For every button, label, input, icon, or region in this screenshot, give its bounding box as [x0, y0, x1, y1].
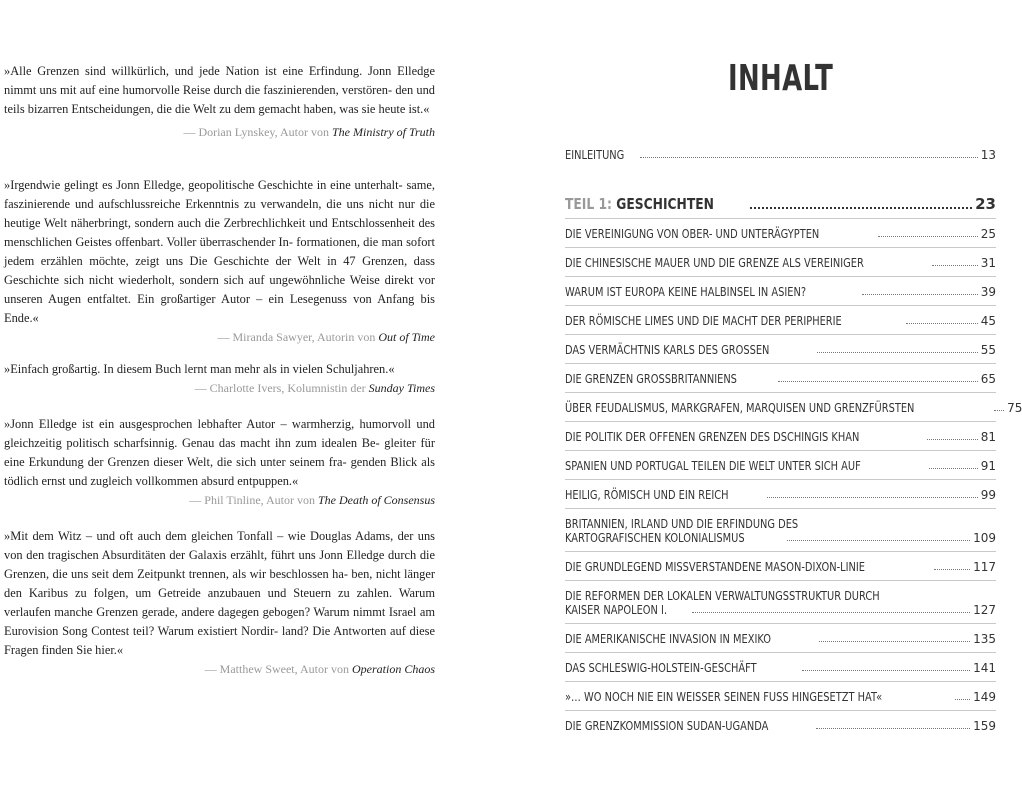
toc-entry-page: 159	[973, 719, 996, 733]
toc-entry-title: DIE GRENZEN GROSSBRITANNIENS	[565, 372, 737, 386]
toc-entry-page: 45	[980, 314, 996, 328]
toc-entry	[565, 343, 996, 357]
divider	[565, 305, 996, 306]
toc-entry-title: EINLEITUNG	[565, 148, 625, 162]
toc-leader	[819, 641, 970, 642]
divider	[565, 623, 996, 624]
toc-leader	[802, 670, 970, 671]
toc-part-title: GESCHICHTEN	[616, 195, 714, 213]
toc-leader	[878, 236, 978, 237]
toc-entry-title: DAS SCHLESWIG-HOLSTEIN-GESCHÄFT	[565, 661, 757, 675]
toc-entry-page: 117	[973, 560, 996, 574]
toc-leader	[927, 439, 978, 440]
toc-entry-title: DIE GRUNDLEGEND MISSVERSTANDENE MASON-DIXON-LINIE	[565, 560, 866, 574]
divider	[565, 334, 996, 335]
toc-part-page: 23	[975, 195, 996, 213]
divider	[565, 681, 996, 682]
toc-leader	[640, 157, 977, 158]
toc-entry-page: 99	[980, 488, 996, 502]
toc-leader	[750, 207, 973, 209]
toc-entry	[565, 401, 1022, 415]
toc-entry-page: 141	[973, 661, 996, 675]
quote-text: »Jonn Elledge ist ein ausgesprochen lebhafter Autor – warmherzig, humorvoll und gleichzeitig politisch scharfsinnig. Genau das macht ihn zum idealen Be- gleiter für eine Erkundung der Grenzen dieser Welt, die sich unter seinem fra- genden Blick als tödlich ernst und zugleich vollkommen absurd entpuppen.«	[4, 417, 435, 488]
toc-entry-page: 13	[980, 148, 996, 162]
toc-title: INHALT	[728, 58, 834, 99]
toc-entry-title: SPANIEN UND PORTUGAL TEILEN DIE WELT UNTER SICH AUF	[565, 459, 861, 473]
toc-entry-title: KARTOGRAFISCHEN KOLONIALISMUS	[565, 531, 745, 545]
toc-entry-intro	[565, 148, 996, 162]
toc-leader	[994, 410, 1004, 411]
right-page	[500, 0, 1022, 800]
toc-entry	[565, 256, 996, 270]
toc-entry-title-line1: BRITANNIEN, IRLAND UND DIE ERFINDUNG DES	[565, 517, 799, 531]
quote-attribution: — Phil Tinline, Autor von The Death of Consensus	[189, 493, 435, 507]
toc-entry-page: 65	[980, 372, 996, 386]
toc-leader	[862, 294, 978, 295]
toc-entry-page: 149	[973, 690, 996, 704]
quote-sawyer	[4, 176, 435, 347]
toc-entry-title: DIE GRENZKOMMISSION SUDAN-UGANDA	[565, 719, 769, 733]
toc-entry	[565, 459, 996, 473]
toc-entry	[565, 285, 996, 299]
divider	[565, 652, 996, 653]
toc-entry	[565, 314, 996, 328]
left-page	[0, 0, 500, 800]
toc-entry	[565, 372, 996, 386]
quote-attribution: — Charlotte Ivers, Kolumnistin der Sunday Times	[194, 381, 435, 395]
toc-entry	[565, 661, 996, 675]
quote-attribution: — Dorian Lynskey, Autor von The Ministry of Truth	[183, 125, 435, 139]
toc-entry	[565, 589, 996, 617]
toc-entry-page: 91	[980, 459, 996, 473]
toc-leader	[932, 265, 977, 266]
toc-entry-page: 135	[973, 632, 996, 646]
toc-leader	[934, 569, 970, 570]
toc-leader	[929, 468, 978, 469]
toc-entry-title: WARUM IST EUROPA KEINE HALBINSEL IN ASIEN?	[565, 285, 807, 299]
toc-entry-title-line1: DIE REFORMEN DER LOKALEN VERWALTUNGSSTRUKTUR DURCH	[565, 589, 880, 603]
divider	[565, 580, 996, 581]
divider	[565, 218, 996, 219]
toc-entry	[565, 430, 996, 444]
toc-leader	[692, 612, 970, 613]
toc-part-label: TEIL 1:	[565, 195, 612, 213]
toc-entry	[565, 488, 996, 502]
toc-leader	[787, 540, 970, 541]
quote-sweet	[4, 527, 435, 679]
divider	[565, 508, 996, 509]
toc-entry-title: DIE VEREINIGUNG VON OBER- UND UNTERÄGYPTEN	[565, 227, 820, 241]
toc-part-heading	[565, 195, 996, 213]
toc-entry-title: DER RÖMISCHE LIMES UND DIE MACHT DER PERIPHERIE	[565, 314, 842, 328]
toc-entry-title: »… WO NOCH NIE EIN WEISSER SEINEN FUSS HINGESETZT HAT«	[565, 690, 883, 704]
toc-entry-page: 109	[973, 531, 996, 545]
divider	[565, 276, 996, 277]
toc-entry	[565, 560, 996, 574]
divider	[565, 392, 996, 393]
quote-text: »Einfach großartig. In diesem Buch lernt man mehr als in vielen Schuljahren.«	[4, 362, 395, 376]
toc-leader	[767, 497, 977, 498]
toc-entry-title: HEILIG, RÖMISCH UND EIN REICH	[565, 488, 729, 502]
toc-entry-page: 31	[980, 256, 996, 270]
toc-entry-title: DAS VERMÄCHTNIS KARLS DES GROSSEN	[565, 343, 770, 357]
divider	[565, 450, 996, 451]
toc-leader	[906, 323, 978, 324]
toc-entry-page: 127	[973, 603, 996, 617]
quote-text: »Irgendwie gelingt es Jonn Elledge, geopolitische Geschichte in eine unterhalt- same, faszinierende und aufschlussreiche Erkenntnis zu verwandeln, die uns nicht nur die heutige Welt näherbringt, sondern auch die Zerbrechlichkeit und Entschlossenheit des menschlichen Geistes offenbart. Voller überraschender In- formationen, die man sofort jedem erzählen möchte, zeigt uns Die Geschichte der Welt in 47 Grenzen, dass Geschichte sich nicht wiederholt, sondern sich auf ungewöhnliche Weise direkt vor unseren Augen entfaltet. Ein großartiger Autor – ein Lesegenuss von Anfang bis Ende.«	[4, 178, 436, 325]
toc-entry	[565, 719, 996, 733]
toc-entry	[565, 690, 996, 704]
divider	[565, 421, 996, 422]
quote-text: »Mit dem Witz – und oft auch dem gleichen Tonfall – wie Douglas Adams, der uns von den tragischen Absurditäten der Galaxis erzählt, führt uns Jonn Elledge durch die Grenzen, die uns seit dem Zeitpunkt trennen, als wir beschlossen ha- ben, nicht länger den Karibus zu folgen, um Getreide anzubauen und Steuern zu zahlen. Warum verlaufen manche Grenzen gerade, andere dagegen gebogen? Warum nimmt Israel am Eurovision Song Contest teil? Warum existiert Nordir- land? Die Antworten auf diese Fragen finden Sie hier.«	[4, 529, 436, 657]
toc-leader	[817, 352, 977, 353]
toc-entry-page: 81	[980, 430, 996, 444]
divider	[565, 247, 996, 248]
divider	[565, 363, 996, 364]
toc-entry-page: 39	[980, 285, 996, 299]
toc-entry-page: 75	[1007, 401, 1022, 415]
toc-entry-title: KAISER NAPOLEON I.	[565, 603, 668, 617]
divider	[565, 710, 996, 711]
toc-leader	[816, 728, 970, 729]
quote-attribution: — Miranda Sawyer, Autorin von Out of Time	[217, 330, 435, 344]
divider	[565, 551, 996, 552]
toc-leader	[955, 699, 970, 700]
quote-lynskey	[4, 62, 435, 142]
toc-leader	[778, 381, 978, 382]
toc-entry	[565, 517, 996, 545]
quote-text: »Alle Grenzen sind willkürlich, und jede Nation ist eine Erfindung. Jonn Elledge nimmt uns mit auf eine humorvolle Reise durch die faszinierenden, verstören- den und teils bizarren Entscheidungen, die die Welt zu dem gemacht haben, was sie heute ist.«	[4, 64, 435, 116]
divider	[565, 479, 996, 480]
quote-attribution: — Matthew Sweet, Autor von Operation Chaos	[204, 662, 435, 676]
toc-entry-title: ÜBER FEUDALISMUS, MARKGRAFEN, MARQUISEN UND GRENZFÜRSTEN	[565, 401, 915, 415]
quote-tinline	[4, 415, 435, 510]
quote-ivers	[4, 360, 435, 398]
toc-entry	[565, 227, 996, 241]
toc-entry-page: 25	[980, 227, 996, 241]
toc-entry	[565, 632, 996, 646]
toc-entry-title: DIE POLITIK DER OFFENEN GRENZEN DES DSCHINGIS KHAN	[565, 430, 860, 444]
toc-entry-title: DIE AMERIKANISCHE INVASION IN MEXIKO	[565, 632, 772, 646]
toc-entry-page: 55	[980, 343, 996, 357]
toc-entry-title: DIE CHINESISCHE MAUER UND DIE GRENZE ALS VEREINIGER	[565, 256, 864, 270]
